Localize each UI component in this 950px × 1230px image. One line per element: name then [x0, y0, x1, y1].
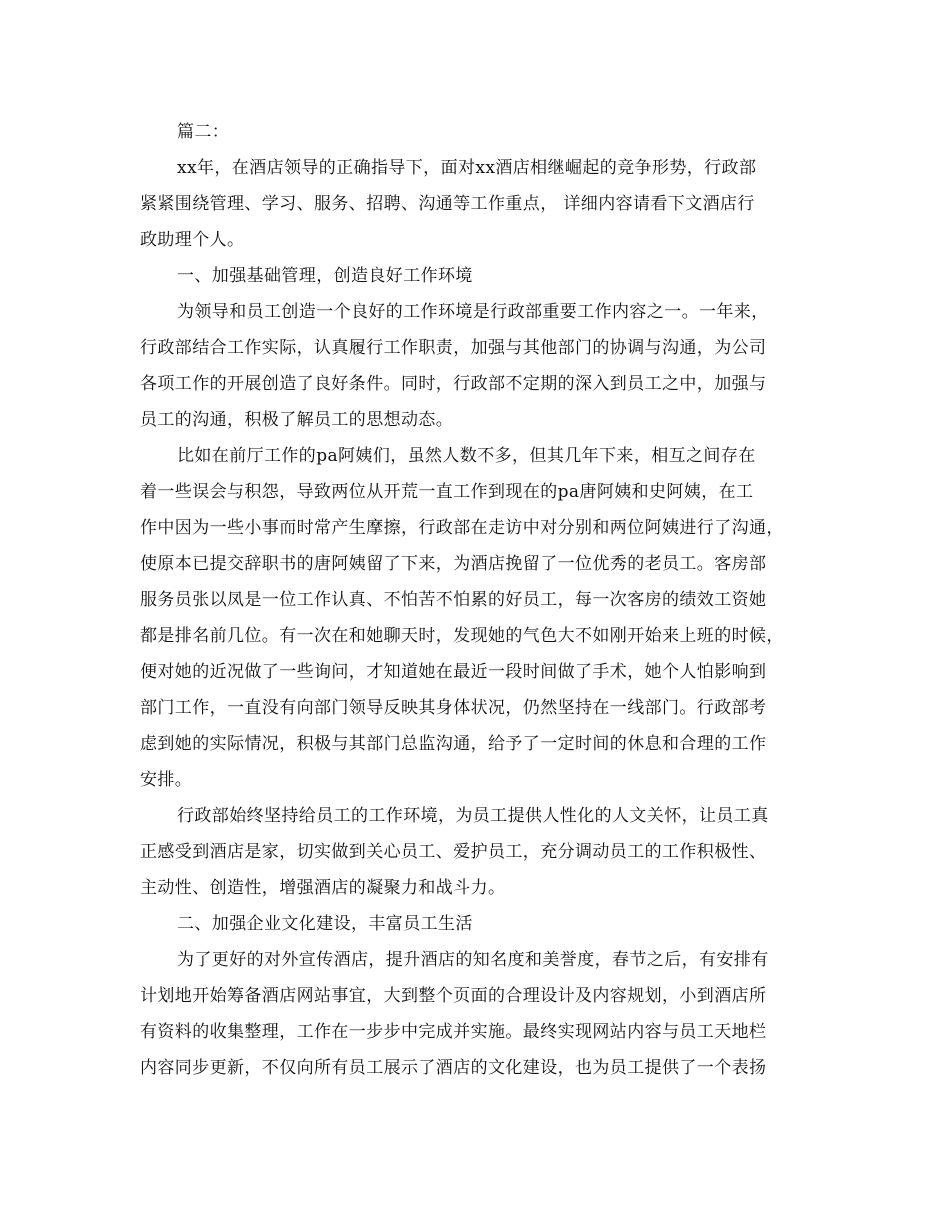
paragraph-line: 政助理个人。 [140, 230, 245, 250]
paragraph-line: 服务员张以凤是一位工作认真、不怕苦不怕累的好员工，每一次客房的绩效工资她 [140, 590, 767, 610]
paragraph-line: 有资料的收集整理，工作在一步步中完成并实施。最终实现网站内容与员工天地栏 [140, 1022, 767, 1042]
paragraph-line: 主动性、创造性，增强酒店的凝聚力和战斗力。 [140, 878, 506, 898]
paragraph-line: 行政部结合工作实际，认真履行工作职责，加强与其他部门的协调与沟通，为公司 [140, 338, 767, 358]
paragraph-line: 比如在前厅工作的pa阿姨们，虽然人数不多，但其几年下来，相互之间存在 [177, 446, 756, 466]
section-heading-part-two: 篇二： [177, 122, 230, 142]
paragraph-line: 安排。 [140, 770, 193, 790]
subheading-corporate-culture: 二、加强企业文化建设，丰富员工生活 [177, 914, 473, 934]
paragraph-line: 内容同步更新，不仅向所有员工展示了酒店的文化建设，也为员工提供了一个表扬 [140, 1058, 767, 1078]
paragraph-line: 行政部始终坚持给员工的工作环境，为员工提供人性化的人文关怀，让员工真 [177, 806, 769, 826]
paragraph-line: 便对她的近况做了一些询问，才知道她在最近一段时间做了手术，她个人怕影响到 [140, 662, 767, 682]
paragraph-line: 紧紧围绕管理、学习、服务、招聘、沟通等工作重点， 详细内容请看下文酒店行 [140, 194, 755, 214]
paragraph-line: 计划地开始筹备酒店网站事宜，大到整个页面的合理设计及内容规划，小到酒店所 [140, 986, 767, 1006]
paragraph-line: 为了更好的对外宣传酒店，提升酒店的知名度和美誉度，春节之后，有安排有 [177, 950, 769, 970]
paragraph-line: 使原本已提交辞职书的唐阿姨留了下来，为酒店挽留了一位优秀的老员工。客房部 [140, 554, 767, 574]
paragraph-line: 为领导和员工创造一个良好的工作环境是行政部重要工作内容之一。一年来， [177, 302, 769, 322]
paragraph-line: 部门工作，一直没有向部门领导反映其身体状况，仍然坚持在一线部门。行政部考 [140, 698, 767, 718]
paragraph-line: 员工的沟通，积极了解员工的思想动态。 [140, 410, 454, 430]
paragraph-line: xx年，在酒店领导的正确指导下，面对xx酒店相继崛起的竞争形势，行政部 [177, 158, 757, 178]
paragraph-line: 虑到她的实际情况，积极与其部门总监沟通，给予了一定时间的休息和合理的工作 [140, 734, 767, 754]
paragraph-line: 着一些误会与积怨，导致两位从开荒一直工作到现在的pa唐阿姨和史阿姨，在工 [140, 482, 754, 502]
paragraph-line: 作中因为一些小事而时常产生摩擦，行政部在走访中对分别和两位阿姨进行了沟通， [140, 518, 784, 538]
subheading-basic-management: 一、加强基础管理，创造良好工作环境 [177, 266, 473, 286]
paragraph-line: 都是排名前几位。有一次在和她聊天时，发现她的气色大不如刚开始来上班的时候， [140, 626, 784, 646]
paragraph-line: 各项工作的开展创造了良好条件。同时，行政部不定期的深入到员工之中，加强与 [140, 374, 767, 394]
paragraph-line: 正感受到酒店是家，切实做到关心员工、爱护员工，充分调动员工的工作积极性、 [140, 842, 767, 862]
